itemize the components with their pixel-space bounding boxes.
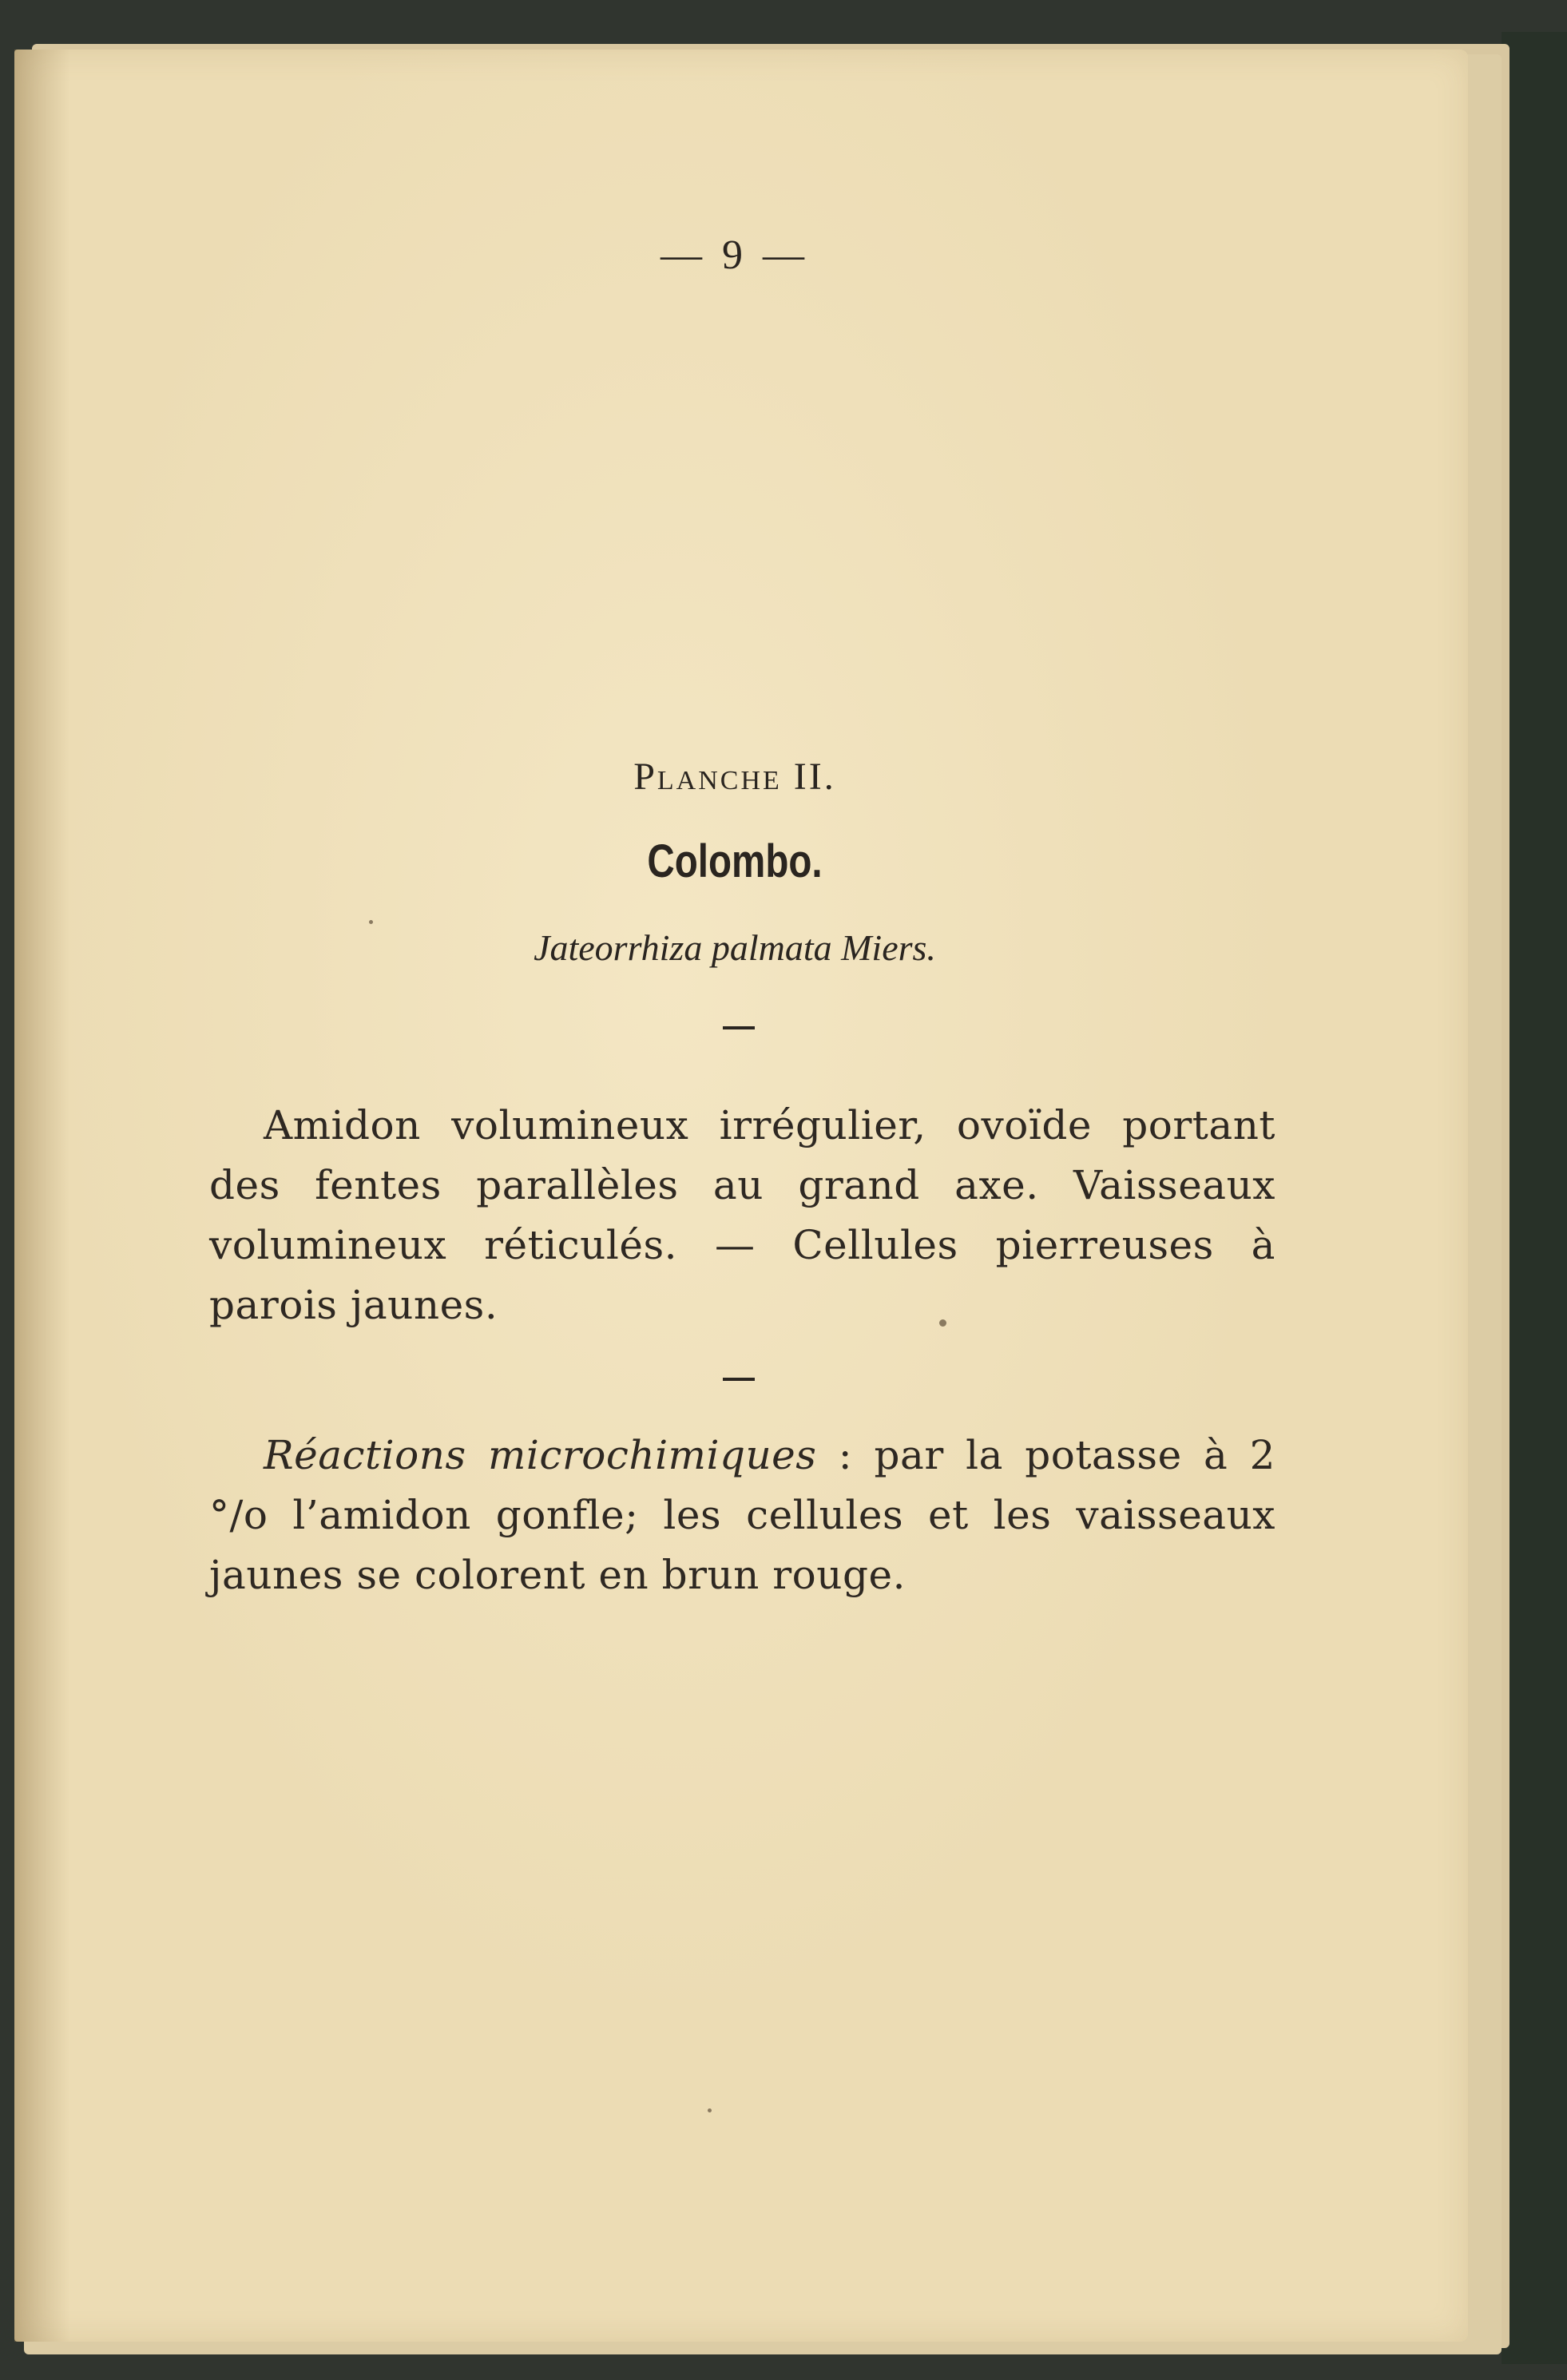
page-gutter-shadow (14, 50, 70, 2342)
plate-label (0, 755, 1470, 799)
species-name: Jateorrhiza palmata Miers. (534, 927, 936, 968)
section-divider-1 (723, 1026, 755, 1029)
section-divider-2 (723, 1378, 755, 1381)
plate-label-text: Planche II. (633, 756, 836, 798)
description-paragraph: Amidon volumineux irrégulier, ovoïde portant des fentes parallèles au grand axe. Vaisseaux volumineux réticulés. — Cellules pierreuses à parois jaunes. (209, 1102, 1275, 1328)
reactions-heading: Réactions microchimiques (264, 1432, 817, 1478)
paper-speck (369, 920, 373, 924)
page-number: — 9 — (661, 232, 809, 278)
paper-speck (708, 2108, 712, 2112)
book-cover-edge (1502, 32, 1567, 2364)
paper-speck (939, 1319, 946, 1327)
reactions-text: : par la potasse à 2 °/o l’amidon gonfle; les cellules et les vaisseaux jaunes se colorent en brun rouge. (209, 1432, 1275, 1598)
reactions-paragraph (209, 1426, 1275, 1605)
plate-title: Colombo. (647, 835, 823, 887)
